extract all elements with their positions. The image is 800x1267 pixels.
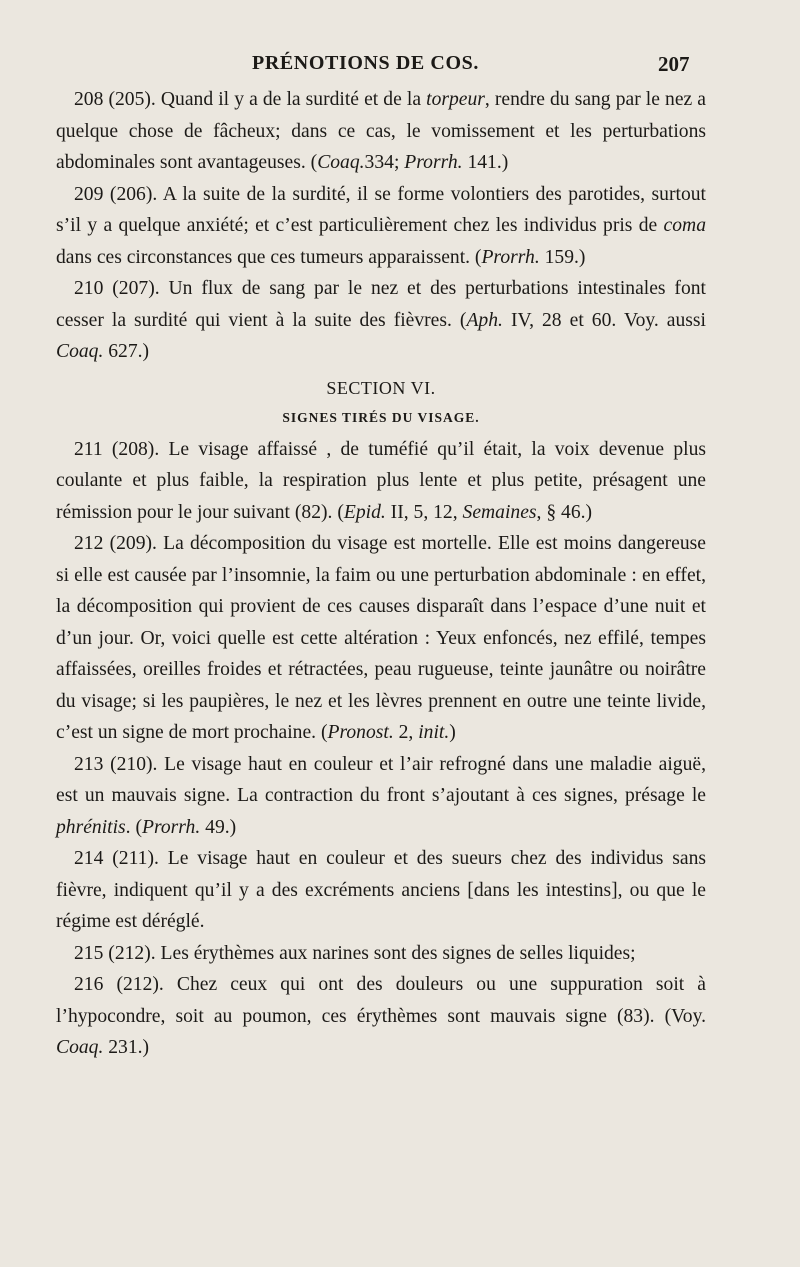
text-run: 213 (210). Le visage haut en couleur et l’air refrogné dans une maladie aiguë, est un mauvais signe. La contraction du front s’ajoutant à ces signes, présage le <box>56 753 706 806</box>
aphorism-paragraph <box>56 749 706 844</box>
text-run: , rendre du sang par le nez a quelque chose de fâcheux; dans ce cas, le vomissement et les perturbations abdominales sont avantageuses. ( <box>56 89 706 173</box>
text-run: dans ces circonstances que ces tumeurs apparaissent. ( <box>56 246 482 268</box>
text-run: 334; <box>364 152 405 173</box>
text-run: ) <box>449 722 456 743</box>
text-run: II, 5, 12, <box>385 501 463 523</box>
text-run: . ( <box>125 816 142 838</box>
text-run: 209 (206). A la suite de la surdité, il se forme volontiers des parotides, surtout s’il y a quelque anxiété; et c’est particulièrement chez les individus pris de <box>56 183 706 236</box>
text-run: 141.) <box>462 152 509 173</box>
aphorism-paragraph <box>56 843 706 938</box>
text-run: , § 46.) <box>536 501 593 523</box>
running-title: PRÉNOTIONS DE COS. <box>252 52 479 74</box>
aphorism-paragraph <box>56 179 706 274</box>
italic-text: Pronost. <box>327 722 394 743</box>
text-run: 216 (212). Chez ceux qui ont des douleurs ou une suppuration soit à l’hypocondre, soit au poumon, ces érythèmes sont mauvais signe (83). (Voy. <box>56 974 706 1027</box>
italic-text: phrénitis <box>56 816 126 838</box>
italic-text: Coaq. <box>56 341 104 362</box>
text-run: 159.) <box>539 246 586 268</box>
text-run: 210 (207). Un flux de sang par le nez et des perturbations intestinales font cesser la surdité qui vient à la suite des fièvres. ( <box>56 278 706 331</box>
aphorism-paragraph <box>56 273 706 368</box>
text-run: 208 (205). Quand il y a de la surdité et de la <box>74 89 427 110</box>
italic-text: init. <box>418 722 450 743</box>
paragraphs-after-section <box>56 434 706 1064</box>
italic-text: Prorrh. <box>481 246 540 268</box>
text-run: 2, <box>393 722 419 743</box>
italic-text: Coaq. <box>56 1037 104 1058</box>
text-run: 215 (212). Les érythèmes aux narines sont des signes de selles liquides; <box>74 942 636 964</box>
italic-text: coma <box>663 215 706 236</box>
page-number: 207 <box>658 52 690 76</box>
body-text <box>56 84 706 1064</box>
aphorism-paragraph <box>56 528 706 749</box>
section-subtitle: SIGNES TIRÉS DU VISAGE. <box>282 409 480 425</box>
italic-text: Prorrh. <box>142 816 201 838</box>
italic-text: Aph. <box>466 309 503 331</box>
italic-text: Coaq. <box>317 152 365 173</box>
text-run: 212 (209). La décomposition du visage est mortelle. Elle est moins dangereuse si elle est causée par l’insomnie, la faim ou une perturbation abdominale : en effet, la décomposition qui provient de ces causes disparaît dans l’espace d’une nuit et d’un jour. Or, voici quelle est cette altération : Yeux enfoncés, nez effilé, tempes affaissées, oreilles froides et rétractées, peau rugueuse, teinte jaunâtre ou noirâtre du visage; si les paupières, le nez et les lèvres prennent en outre une teinte livide, c’est un signe de mort prochaine. ( <box>56 533 706 743</box>
aphorism-paragraph <box>56 434 706 529</box>
aphorism-paragraph <box>56 938 706 970</box>
section-title: SECTION VI. <box>326 377 436 398</box>
text-run: 49.) <box>200 816 237 838</box>
text-run: 211 (208). Le visage affaissé , de tuméfié qu’il était, la voix devenue plus coulante et plus faible, la respiration plus lente et plus petite, présagent une rémission pour le jour suivant (82). ( <box>56 438 706 523</box>
paragraphs-before-section <box>56 84 706 368</box>
italic-text: Semaines <box>462 501 537 523</box>
text-run: 627.) <box>103 341 150 362</box>
text-run: IV, 28 et 60. Voy. aussi <box>502 309 706 331</box>
italic-text: torpeur <box>426 89 485 110</box>
italic-text: Prorrh. <box>404 152 463 173</box>
aphorism-paragraph <box>56 84 706 179</box>
aphorism-paragraph <box>56 969 706 1064</box>
text-run: 214 (211). Le visage haut en couleur et des sueurs chez des individus sans fièvre, indiquent qu’il y a des excréments anciens [dans les intestins], ou que le régime est déréglé. <box>56 848 706 932</box>
page-header <box>0 52 800 82</box>
text-run: 231.) <box>103 1037 150 1058</box>
italic-text: Epid. <box>343 501 386 523</box>
